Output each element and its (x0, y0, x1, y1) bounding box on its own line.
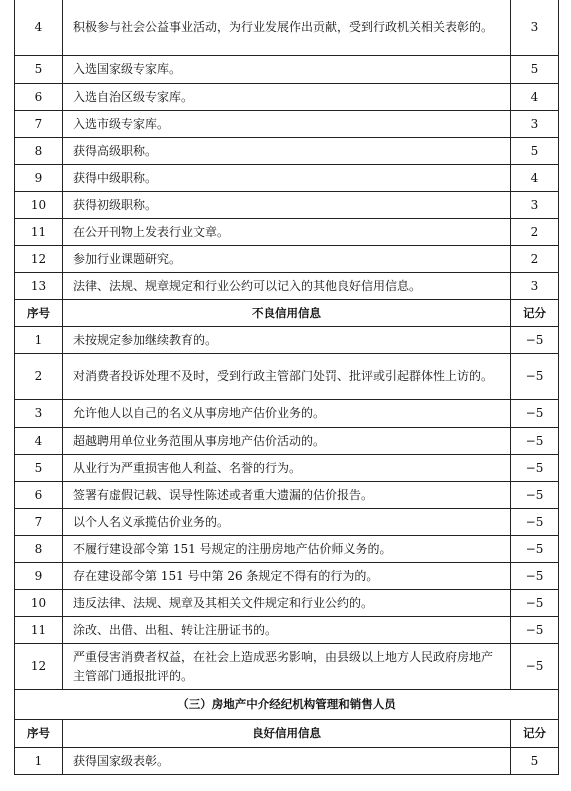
row-text: 从业行为严重损害他人利益、名誉的行为。 (63, 455, 511, 482)
table-row (15, 455, 559, 482)
table-row (15, 509, 559, 536)
section-title: （三）房地产中介经纪机构管理和销售人员 (15, 690, 559, 720)
table-row (15, 138, 559, 165)
row-score: 4 (511, 84, 559, 111)
table-row (15, 354, 559, 400)
table-row (15, 536, 559, 563)
row-text: 超越聘用单位业务范围从事房地产估价活动的。 (63, 428, 511, 455)
row-text: 参加行业课题研究。 (63, 246, 511, 273)
row-score: −5 (511, 590, 559, 617)
row-text: 不履行建设部令第 151 号规定的注册房地产估价师义务的。 (63, 536, 511, 563)
row-number: 12 (15, 246, 63, 273)
row-score: −5 (511, 455, 559, 482)
table-row (15, 590, 559, 617)
row-text: 在公开刊物上发表行业文章。 (63, 219, 511, 246)
table-row (15, 327, 559, 354)
row-score: −5 (511, 563, 559, 590)
row-text: 获得中级职称。 (63, 165, 511, 192)
row-score: −5 (511, 482, 559, 509)
row-number: 8 (15, 536, 63, 563)
row-score: 5 (511, 56, 559, 84)
header-score: 记分 (511, 300, 559, 327)
row-score: −5 (511, 354, 559, 400)
table-row (15, 56, 559, 84)
row-text: 获得国家级表彰。 (63, 748, 511, 775)
row-number: 9 (15, 563, 63, 590)
row-number: 1 (15, 327, 63, 354)
row-number: 11 (15, 617, 63, 644)
row-text: 积极参与社会公益事业活动，为行业发展作出贡献，受到行政机关相关表彰的。 (63, 0, 511, 56)
row-text: 严重侵害消费者权益，在社会上造成恶劣影响，由县级以上地方人民政府房地产主管部门通报批评的。 (63, 644, 511, 690)
table-row (15, 192, 559, 219)
table-row (15, 246, 559, 273)
table-row (15, 219, 559, 246)
row-score: −5 (511, 400, 559, 428)
row-text: 入选市级专家库。 (63, 111, 511, 138)
row-score: −5 (511, 509, 559, 536)
row-score: −5 (511, 428, 559, 455)
row-text: 对消费者投诉处理不及时，受到行政主管部门处罚、批评或引起群体性上访的。 (63, 354, 511, 400)
row-score: 3 (511, 192, 559, 219)
row-score: 3 (511, 111, 559, 138)
row-number: 5 (15, 455, 63, 482)
row-number: 4 (15, 0, 63, 56)
credit-score-table (14, 0, 559, 775)
row-text: 签署有虚假记载、误导性陈述或者重大遗漏的估价报告。 (63, 482, 511, 509)
header-title: 不良信用信息 (63, 300, 511, 327)
row-number: 4 (15, 428, 63, 455)
row-text: 允许他人以自己的名义从事房地产估价业务的。 (63, 400, 511, 428)
row-score: 5 (511, 138, 559, 165)
header-number: 序号 (15, 300, 63, 327)
good-info-header-row (15, 720, 559, 748)
table-row (15, 563, 559, 590)
row-text: 涂改、出借、出租、转让注册证书的。 (63, 617, 511, 644)
row-score: 5 (511, 748, 559, 775)
row-number: 6 (15, 482, 63, 509)
table-row (15, 111, 559, 138)
row-number: 5 (15, 56, 63, 84)
row-text: 获得高级职称。 (63, 138, 511, 165)
row-score: 3 (511, 0, 559, 56)
row-number: 1 (15, 748, 63, 775)
header-title: 良好信用信息 (63, 720, 511, 748)
row-text: 违反法律、法规、规章及其相关文件规定和行业公约的。 (63, 590, 511, 617)
row-score: −5 (511, 327, 559, 354)
row-text: 法律、法规、规章规定和行业公约可以记入的其他良好信用信息。 (63, 273, 511, 300)
bad-info-header-row (15, 300, 559, 327)
row-score: −5 (511, 536, 559, 563)
table-row (15, 84, 559, 111)
row-number: 10 (15, 192, 63, 219)
row-score: 3 (511, 273, 559, 300)
table-row (15, 165, 559, 192)
row-score: 2 (511, 219, 559, 246)
row-number: 3 (15, 400, 63, 428)
row-number: 7 (15, 509, 63, 536)
row-number: 12 (15, 644, 63, 690)
table-row (15, 273, 559, 300)
row-number: 2 (15, 354, 63, 400)
row-text: 获得初级职称。 (63, 192, 511, 219)
section-title-row (15, 690, 559, 720)
table-row (15, 482, 559, 509)
row-number: 6 (15, 84, 63, 111)
row-score: 2 (511, 246, 559, 273)
row-score: −5 (511, 617, 559, 644)
table-row (15, 748, 559, 775)
header-score: 记分 (511, 720, 559, 748)
table-row (15, 0, 559, 56)
row-text: 以个人名义承揽估价业务的。 (63, 509, 511, 536)
row-score: 4 (511, 165, 559, 192)
row-text: 未按规定参加继续教育的。 (63, 327, 511, 354)
row-number: 9 (15, 165, 63, 192)
table-row (15, 428, 559, 455)
row-number: 11 (15, 219, 63, 246)
table-row (15, 400, 559, 428)
row-number: 8 (15, 138, 63, 165)
row-text: 入选自治区级专家库。 (63, 84, 511, 111)
table-row (15, 644, 559, 690)
row-text: 存在建设部令第 151 号中第 26 条规定不得有的行为的。 (63, 563, 511, 590)
row-text: 入选国家级专家库。 (63, 56, 511, 84)
row-number: 13 (15, 273, 63, 300)
table-row (15, 617, 559, 644)
row-number: 7 (15, 111, 63, 138)
row-number: 10 (15, 590, 63, 617)
row-score: −5 (511, 644, 559, 690)
header-number: 序号 (15, 720, 63, 748)
